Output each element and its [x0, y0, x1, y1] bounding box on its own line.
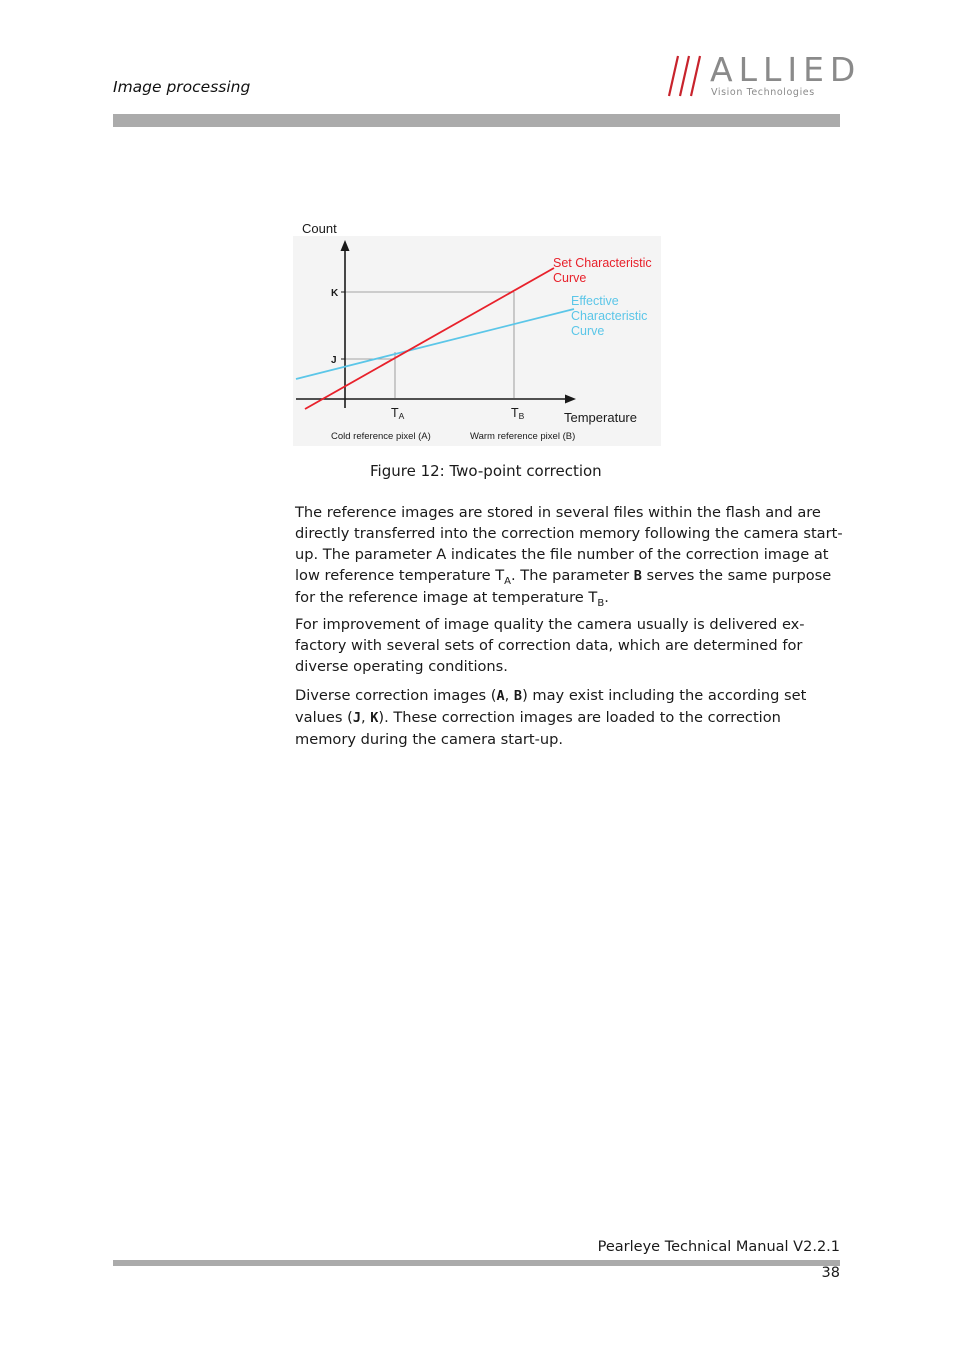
cold-pixel-label: Cold reference pixel (A): [331, 431, 431, 442]
page-number: 38: [821, 1265, 840, 1281]
k-label: K: [331, 288, 339, 299]
footer-manual-title: Pearleye Technical Manual V2.2.1: [597, 1239, 840, 1255]
logo-slashes-icon: [666, 54, 708, 98]
effective-curve-label-line2: Characteristic: [571, 309, 648, 323]
footer-rule: [113, 1260, 840, 1266]
two-point-correction-figure: [293, 218, 661, 446]
figure-caption: Figure 12: Two-point correction: [370, 462, 602, 480]
figure-diagram: [293, 218, 661, 446]
set-curve-label-line2: Curve: [553, 271, 587, 285]
paragraph-image-quality: For improvement of image quality the camera usually is delivered ex-factory with several sets of correction data, which are determined for diverse operating conditions.: [295, 616, 805, 675]
allied-logo: [666, 50, 862, 102]
effective-curve-label-line1: Effective: [571, 294, 619, 308]
logo-word: ALLIED: [710, 50, 862, 89]
paragraph-reference-images: The reference images are stored in several files within the flash and are directly transferred into the correction memory following the camera start-up. The parameter A indicates the file number of the correction image at low reference temperature $T_A$. The parameter B serves the same purpose for the reference image at temperature $T_B$.: [295, 504, 843, 609]
temperature-label: Temperature: [564, 410, 637, 425]
count-label: Count: [302, 221, 337, 236]
set-curve-label-line1: Set Characteristic: [553, 256, 652, 270]
ta-label: TA: [391, 406, 405, 421]
j-label: J: [331, 355, 337, 366]
effective-curve-label-line3: Curve: [571, 324, 605, 338]
header-rule: [113, 114, 840, 127]
warm-pixel-label: Warm reference pixel (B): [470, 431, 576, 442]
logo-subtitle: Vision Technologies: [711, 87, 815, 98]
tb-label: TB: [511, 406, 525, 421]
section-title: Image processing: [113, 78, 251, 96]
code-b: B: [633, 568, 642, 584]
paragraph-diverse-correction: Diverse correction images (A, B) may exist including the according set values (J, K). These correction images are loaded to the correction memory during the camera start-up.: [295, 687, 807, 748]
